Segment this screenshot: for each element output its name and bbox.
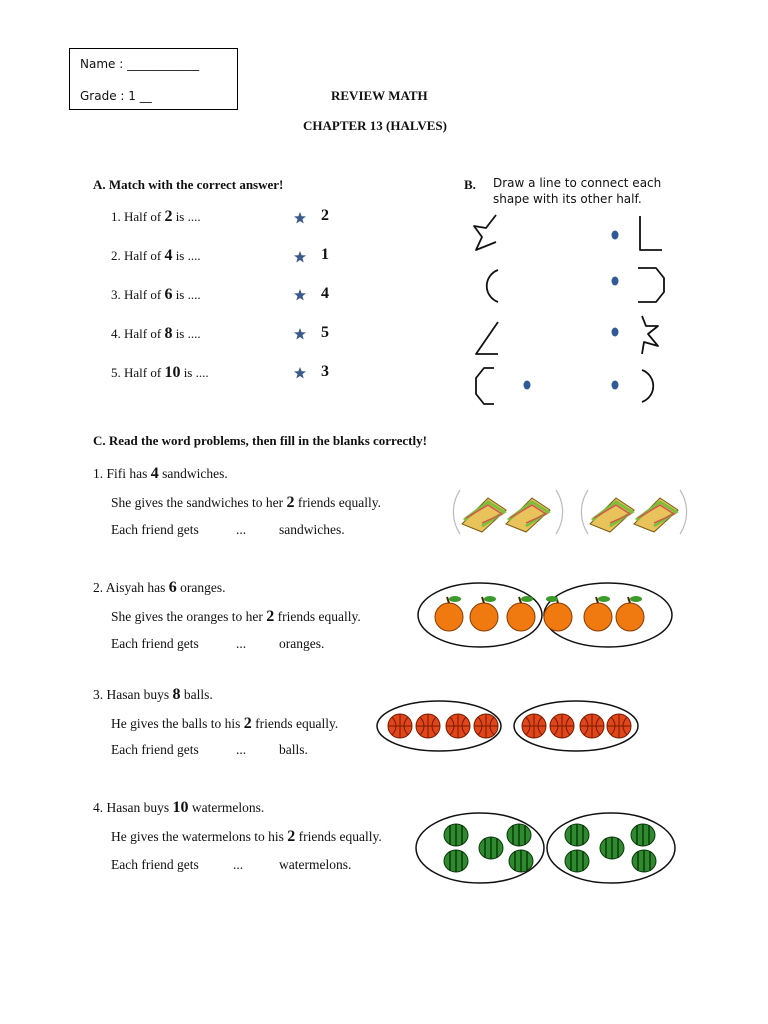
watermelon-icon <box>631 824 655 846</box>
name-label: Name : ____________ <box>80 57 200 71</box>
half-triangle-shape <box>640 216 662 250</box>
problem-3-line-2: He gives the balls to his 2 friends equally. <box>111 715 339 732</box>
section-b-instruction: Draw a line to connect each shape with its other half. <box>493 176 662 206</box>
half-star-shape <box>642 316 658 354</box>
answer-option: 2 <box>321 207 329 224</box>
problem-3-line-1: 3. Hasan buys 8 balls. <box>93 686 213 703</box>
answer-blank[interactable]: ... <box>236 522 247 537</box>
shape-halves-diagram <box>466 210 686 410</box>
chapter-title: CHAPTER 13 (HALVES) <box>303 118 447 133</box>
connect-dot <box>612 277 619 286</box>
half-octagon-shape <box>476 368 494 404</box>
orange-icon <box>435 596 463 631</box>
ball-icon <box>607 714 631 738</box>
ball-icon <box>388 714 412 738</box>
star-bullet-icon[interactable] <box>294 251 306 263</box>
unit-label: sandwiches. <box>279 522 345 537</box>
page-title: REVIEW MATH <box>331 88 428 103</box>
star-bullet-icon[interactable] <box>294 328 306 340</box>
sandwich-icon <box>506 498 550 532</box>
watermelon-icon <box>479 837 503 859</box>
star-bullet-icon[interactable] <box>294 289 306 301</box>
grade-label: Grade : 1 __ <box>80 89 152 103</box>
section-a-heading: A. Match with the correct answer! <box>93 177 284 192</box>
problem-2-line-1: 2. Aisyah has 6 oranges. <box>93 579 226 596</box>
answer-option: 3 <box>321 363 329 380</box>
watermelon-icon <box>509 850 533 872</box>
orange-icon <box>616 596 644 631</box>
question-5: 5. Half of 10 is .... <box>111 364 209 381</box>
watermelon-icon <box>600 837 624 859</box>
problem-1-line-2: She gives the sandwiches to her 2 friends equally. <box>111 494 381 511</box>
ball-icon <box>522 714 546 738</box>
star-bullet-icon[interactable] <box>294 367 306 379</box>
watermelon-icon <box>565 824 589 846</box>
oranges-illustration <box>416 580 674 650</box>
answer-blank[interactable]: ... <box>236 636 247 651</box>
watermelon-icon <box>565 850 589 872</box>
orange-icon <box>507 596 535 631</box>
answer-option: 5 <box>321 324 329 341</box>
watermelon-icon <box>632 850 656 872</box>
star-bullet-icon[interactable] <box>294 212 306 224</box>
problem-2-line-3: Each friend gets <box>111 636 199 651</box>
connect-dot <box>612 381 619 390</box>
watermelon-icon <box>444 824 468 846</box>
question-1: 1. Half of 2 is .... <box>111 208 201 225</box>
ball-icon <box>416 714 440 738</box>
ball-icon <box>474 714 498 738</box>
problem-2-line-2: She gives the oranges to her 2 friends equally. <box>111 608 361 625</box>
half-star-shape <box>474 215 496 250</box>
orange-icon <box>470 596 498 631</box>
connect-dot <box>612 231 619 240</box>
name-grade-box <box>69 48 238 110</box>
ball-icon <box>580 714 604 738</box>
half-octagon-shape <box>638 268 664 302</box>
balls-illustration <box>376 700 648 756</box>
ball-icon <box>446 714 470 738</box>
connect-dot <box>524 381 531 390</box>
question-3: 3. Half of 6 is .... <box>111 286 201 303</box>
connect-dot <box>612 328 619 337</box>
sandwich-icon <box>590 498 634 532</box>
question-4: 4. Half of 8 is .... <box>111 325 201 342</box>
problem-4-line-3: Each friend gets <box>111 857 199 872</box>
half-circle-shape <box>487 270 498 302</box>
sandwich-icon <box>462 498 506 532</box>
problem-4-line-1: 4. Hasan buys 10 watermelons. <box>93 799 265 816</box>
half-circle-shape <box>642 370 653 402</box>
answer-blank[interactable]: ... <box>236 742 247 757</box>
watermelons-illustration <box>414 810 680 886</box>
problem-4-line-2: He gives the watermelons to his 2 friends equally. <box>111 828 382 845</box>
problem-1-line-1: 1. Fifi has 4 sandwiches. <box>93 465 228 482</box>
problem-3-line-3: Each friend gets <box>111 742 199 757</box>
answer-option: 1 <box>321 246 329 263</box>
section-b-label: B. <box>464 177 476 192</box>
answer-blank[interactable]: ... <box>233 857 244 872</box>
question-2: 2. Half of 4 is .... <box>111 247 201 264</box>
unit-label: balls. <box>279 742 308 757</box>
half-triangle-shape <box>476 322 498 354</box>
watermelon-icon <box>507 824 531 846</box>
sandwich-icon <box>634 498 678 532</box>
watermelon-icon <box>444 850 468 872</box>
unit-label: watermelons. <box>279 857 352 872</box>
unit-label: oranges. <box>279 636 325 651</box>
sandwiches-illustration <box>448 486 688 536</box>
orange-icon <box>544 596 572 631</box>
section-c-heading: C. Read the word problems, then fill in the blanks correctly! <box>93 433 427 448</box>
problem-1-line-3: Each friend gets <box>111 522 199 537</box>
answer-option: 4 <box>321 285 329 302</box>
orange-icon <box>584 596 612 631</box>
ball-icon <box>550 714 574 738</box>
